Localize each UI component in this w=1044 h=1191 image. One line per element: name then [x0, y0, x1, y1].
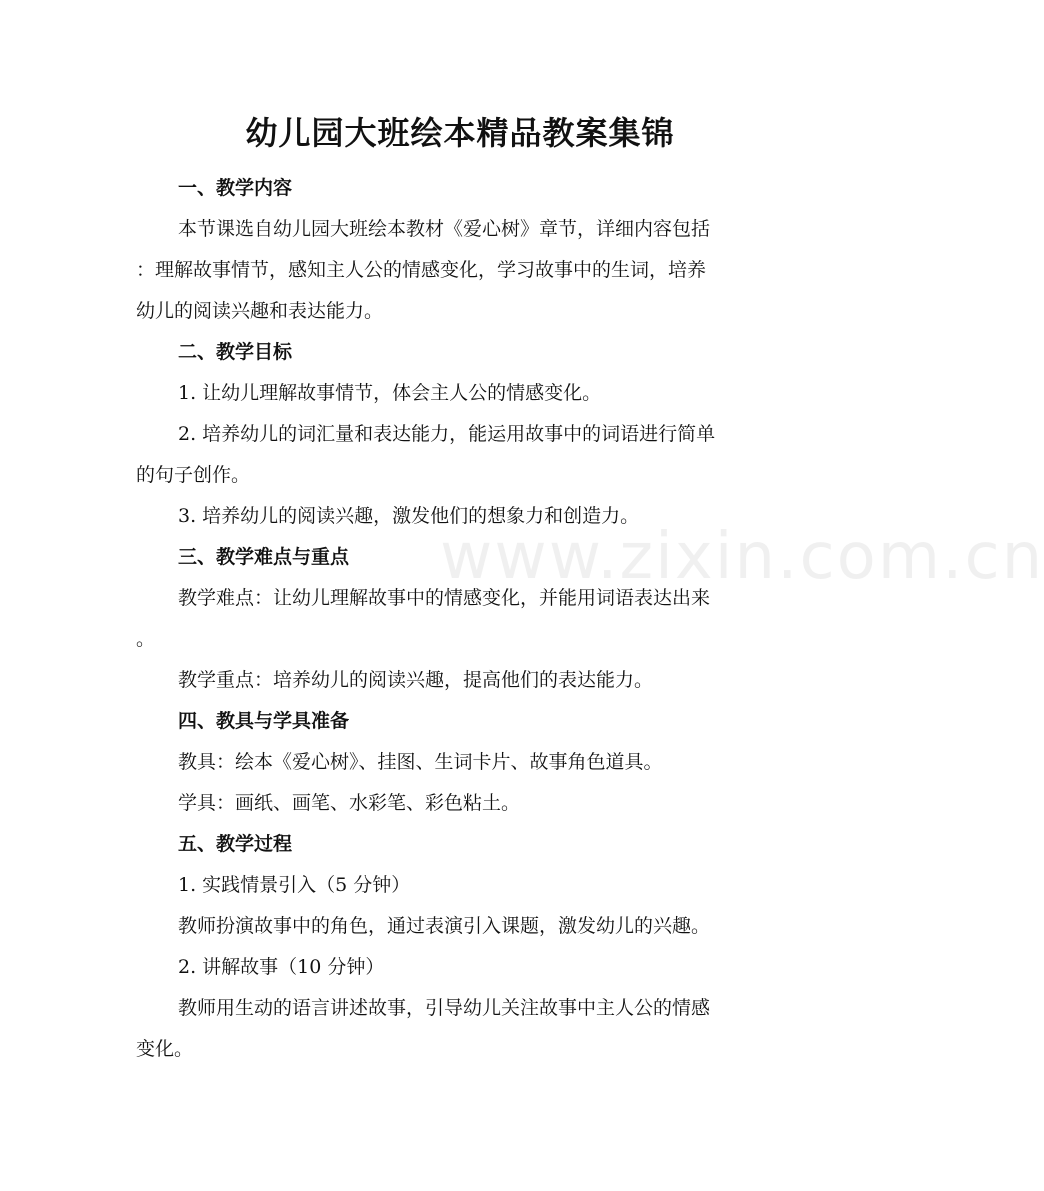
- list-item: 1. 实践情景引入（5 分钟）: [178, 874, 411, 896]
- watermark: www.zixin.com.cn: [440, 520, 1044, 594]
- paragraph-line: 。: [136, 628, 156, 650]
- paragraph-line: 教学难点：让幼儿理解故事中的情感变化，并能用词语表达出来: [178, 587, 711, 609]
- paragraph-line: ：理解故事情节，感知主人公的情感变化，学习故事中的生词，培养: [136, 259, 707, 281]
- list-item-continuation: 的句子创作。: [136, 464, 251, 486]
- section-heading-objectives: 二、教学目标: [178, 341, 293, 363]
- document-body: [136, 168, 776, 1070]
- paragraph-line: 教师用生动的语言讲述故事，引导幼儿关注故事中主人公的情感: [178, 997, 711, 1019]
- list-item: 1. 让幼儿理解故事情节，体会主人公的情感变化。: [178, 382, 602, 404]
- section-heading-key-points: 三、教学难点与重点: [178, 546, 350, 568]
- document-title: 幼儿园大班绘本精品教案集锦: [245, 114, 675, 152]
- paragraph-line: 教师扮演故事中的角色，通过表演引入课题，激发幼儿的兴趣。: [178, 915, 711, 937]
- section-heading-materials: 四、教具与学具准备: [178, 710, 350, 732]
- paragraph-line: 学具：画纸、画笔、水彩笔、彩色粘土。: [178, 792, 521, 814]
- paragraph-line: 幼儿的阅读兴趣和表达能力。: [136, 300, 384, 322]
- list-item: 3. 培养幼儿的阅读兴趣，激发他们的想象力和创造力。: [178, 505, 640, 527]
- section-heading-process: 五、教学过程: [178, 833, 293, 855]
- paragraph-line: 教学重点：培养幼儿的阅读兴趣，提高他们的表达能力。: [178, 669, 654, 691]
- list-item: 2. 讲解故事（10 分钟）: [178, 956, 385, 978]
- paragraph-line: 教具：绘本《爱心树》、挂图、生词卡片、故事角色道具。: [178, 751, 663, 773]
- list-item: 2. 培养幼儿的词汇量和表达能力，能运用故事中的词语进行简单: [178, 423, 716, 445]
- paragraph-line: 本节课选自幼儿园大班绘本教材《爱心树》章节，详细内容包括: [178, 218, 711, 240]
- section-heading-content: 一、教学内容: [178, 177, 293, 199]
- paragraph-line: 变化。: [136, 1038, 194, 1060]
